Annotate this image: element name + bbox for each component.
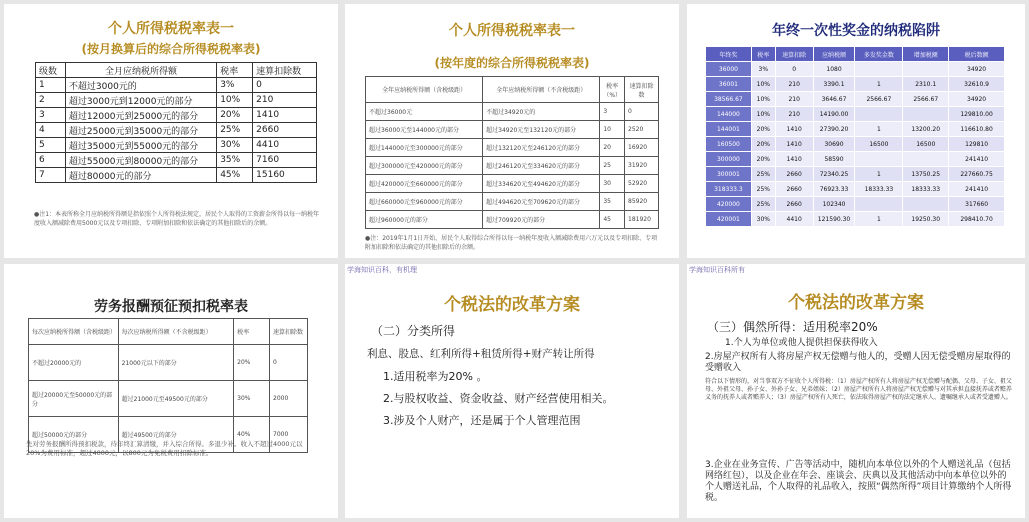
table-row [366,211,659,229]
header-cell: 速算扣除数 [270,319,308,345]
table-row [366,193,659,211]
table-cell: 7 [36,168,66,183]
table-cell: 121590.30 [813,212,855,227]
table-cell: 3 [36,108,66,123]
table-cell: 20% [234,345,270,381]
table-cell: 76923.33 [813,182,855,197]
table-cell: 超过960000元的部分 [366,211,483,229]
table-cell: 13750.25 [903,167,949,182]
table-cell: 不超过3000元的 [65,78,216,93]
table-cell: 30% [217,138,253,153]
table-cell: 19250.30 [903,212,949,227]
table-row [706,92,1005,107]
table-cell [903,62,949,77]
table-cell: 45 [600,211,625,229]
table-row [706,77,1005,92]
table-cell: 超过50000元的部分 [29,417,119,453]
slide-6-exemption-text: 符合以下情形的，对当事双方不征收个人所得税：（1）房屋产权所有人将房屋产权无偿赠与配偶、父母、子女、祖父母、外祖父母、孙子女、外孙子女、兄弟姐妹；（2）房屋产权所有人将房屋产权无偿赠与对其承担直接抚养或者赡养义务的抚养人或者赡养人；（3）房屋产权所有人死亡，依法取得房屋产权的法定继承人、遗嘱继承人或者受遗赠人。 [705,378,1012,401]
slide-1-subtitle: (按月换算后的综合所得税税率表) [81,42,261,56]
table-cell: 300001 [706,167,752,182]
table-row [36,123,317,138]
table-cell [903,107,949,122]
slide-5-intro: 利息、股息、红利所得+租赁所得+财产转让所得 [367,348,595,360]
table-cell: 31920 [625,157,659,175]
table-cell: 4410 [253,138,317,153]
table-cell: 0 [775,62,813,77]
table-cell: 7000 [270,417,308,453]
table-cell: 34920 [949,62,1005,77]
slide-3-bonus-trap[interactable] [687,4,1025,258]
table-row [366,175,659,193]
table-header-row [706,47,1005,62]
table-cell: 超过21000元至49500元的部分 [118,381,234,417]
table-cell: 18333.33 [855,182,903,197]
table-cell: 13200.20 [903,122,949,137]
table-cell: 超过20000元至50000元的部分 [29,381,119,417]
table-row [36,108,317,123]
header-cell: 税后数额 [949,47,1005,62]
table-cell: 16500 [855,137,903,152]
table-cell: 3646.67 [813,92,855,107]
table-cell: 不超过36000元 [366,103,483,121]
table-row [36,168,317,183]
slide-5-watermark: 学海知识百科，有机理 [347,266,417,274]
table-cell: 20% [217,108,253,123]
table-cell: 10% [751,107,775,122]
table-cell: 3390.1 [813,77,855,92]
slide-5-heading: （二）分类所得 [371,324,456,338]
table-cell: 2 [36,93,66,108]
table-cell: 32610.9 [949,77,1005,92]
table-cell: 超过80000元的部分 [65,168,216,183]
table-cell: 40% [234,417,270,453]
table-cell: 超过246120元至334620元的部分 [483,157,600,175]
table-cell: 34920 [949,92,1005,107]
table-cell: 16920 [625,139,659,157]
header-cell: 速算扣除数 [253,63,317,78]
header-cell: 税率（%） [600,77,625,103]
header-cell: 级数 [36,63,66,78]
table-cell: 1 [855,212,903,227]
table-cell: 4 [36,123,66,138]
table-cell: 25% [751,167,775,182]
header-cell: 全年应纳税所得额（含税级距） [366,77,483,103]
table-cell: 0 [625,103,659,121]
header-cell: 多发奖金数 [855,47,903,62]
table-row [706,107,1005,122]
table-cell: 45% [217,168,253,183]
table-row [366,103,659,121]
annual-tax-rate-table [365,76,659,229]
table-cell: 超过709920元的部分 [483,211,600,229]
table-cell: 2660 [775,197,813,212]
table-cell: 241410 [949,152,1005,167]
table-cell: 超过144000元至300000元的部分 [366,139,483,157]
table-cell: 144000 [706,107,752,122]
slide-6-title: 个税法的改革方案 [788,293,924,313]
table-cell: 1 [36,78,66,93]
table-cell: 102340 [813,197,855,212]
table-row [706,152,1005,167]
table-cell: 0 [253,78,317,93]
table-cell: 36000 [706,62,752,77]
slide-2-subtitle: (按年度的综合所得税税率表) [434,56,590,70]
table-cell: 不超过20000元的 [29,345,119,381]
table-cell: 227660.75 [949,167,1005,182]
table-cell: 超过25000元到35000元的部分 [65,123,216,138]
table-cell: 16500 [903,137,949,152]
table-row [29,381,308,417]
table-cell: 129810 [949,137,1005,152]
bonus-tax-table [705,46,1005,227]
table-row [36,78,317,93]
table-cell: 1080 [813,62,855,77]
slide-2-annual-tax-table[interactable] [345,4,679,258]
table-cell: 58590 [813,152,855,167]
table-cell: 30 [600,175,625,193]
table-cell: 1 [855,122,903,137]
table-cell: 超过494620元至709620元的部分 [483,193,600,211]
header-cell: 税率 [217,63,253,78]
table-cell: 35% [217,153,253,168]
table-cell: 6 [36,153,66,168]
table-cell: 129810.00 [949,107,1005,122]
table-cell: 30690 [813,137,855,152]
table-cell: 210 [775,107,813,122]
slide-4-labor-remuneration-table[interactable] [4,264,338,518]
table-cell: 36001 [706,77,752,92]
table-cell: 2000 [270,381,308,417]
table-row [29,345,308,381]
table-cell: 210 [253,93,317,108]
table-cell: 35 [600,193,625,211]
table-cell: 2660 [775,182,813,197]
table-cell: 85920 [625,193,659,211]
slide-3-title: 年终一次性奖金的纳税陷阱 [772,23,940,39]
table-cell [855,107,903,122]
table-cell [903,197,949,212]
slide-5-reform-classified-income[interactable] [345,264,679,518]
table-cell: 160500 [706,137,752,152]
table-cell: 超过132120元至246120元的部分 [483,139,600,157]
table-row [36,138,317,153]
table-cell: 30% [751,212,775,227]
slide-5-item-3: 3.涉及个人财产，还是属于个人管理范围 [383,414,581,427]
table-cell: 10% [751,92,775,107]
table-cell: 116610.80 [949,122,1005,137]
header-cell: 税率 [751,47,775,62]
table-cell: 0 [270,345,308,381]
table-cell: 210 [775,77,813,92]
slide-1-title: 个人所得税税率表一 [108,21,234,37]
table-cell [903,152,949,167]
table-cell: 1 [855,77,903,92]
header-cell: 增加税额 [903,47,949,62]
table-cell: 144001 [706,122,752,137]
table-cell: 超过300000元至420000元的部分 [366,157,483,175]
table-header-row [29,319,308,345]
table-cell: 2660 [253,123,317,138]
table-cell: 1410 [253,108,317,123]
table-cell: 1 [855,167,903,182]
slide-6-reform-incidental-income[interactable] [687,264,1025,518]
table-row [36,93,317,108]
table-row [706,122,1005,137]
slide-6-exemption-block [705,378,1013,402]
table-row [706,167,1005,182]
table-cell: 10% [217,93,253,108]
table-cell: 20% [751,137,775,152]
table-cell: 21000元以下的部分 [118,345,234,381]
slide-6-point-2: 2.房屋产权所有人将房屋产权无偿赠与他人的，受赠人因无偿受赠房屋取得的受赠收入 [705,352,1011,373]
table-cell: 超过35000元到55000元的部分 [65,138,216,153]
table-cell: 10% [751,77,775,92]
table-cell: 超过12000元到25000元的部分 [65,108,216,123]
table-cell: 181920 [625,211,659,229]
table-row [706,197,1005,212]
table-row [366,121,659,139]
header-cell: 每次应纳税所得额（含税级距） [29,319,119,345]
slide-1-note: ●注1：本表所称全月应纳税所得额是指依照个人所得税法规定，居民个人取得的工资薪金所得以每一纳税年度收入额减除费用5000元以及专项扣除、专项附加扣除和依法确定的其他扣除后的余额。 [34,211,320,227]
header-cell: 全月应纳税所得额 [65,63,216,78]
slide-6-heading: （三）偶然所得：适用税率20% [707,320,878,334]
table-row [706,137,1005,152]
table-header-row [366,77,659,103]
table-cell: 2660 [775,167,813,182]
table-cell: 3 [600,103,625,121]
slide-2-note: ●注：2019年1月1日开始，居民个人取得综合所得以每一纳税年度收入额减除费用六万元以及专项扣除、专项附加扣除和依法确定的其他扣除后的余额。 [365,235,658,251]
table-header-row [36,63,317,78]
slide-2-title: 个人所得税税率表一 [449,23,575,39]
table-cell: 5 [36,138,66,153]
table-cell: 超过660000元至960000元的部分 [366,193,483,211]
table-row [706,62,1005,77]
slide-6-point-3: 3.企业在业务宣传、广告等活动中，随机向本单位以外的个人赠送礼品（包括网络红包），以及企业在年会、座谈会、庆典以及其他活动中向本单位以外的个人赠送礼品，个人取得的礼品收入，按照“偶然所得”项目计算缴纳个人所得税。 [705,460,1012,503]
table-cell: 38566.67 [706,92,752,107]
table-cell: 72340.25 [813,167,855,182]
table-cell: 20 [600,139,625,157]
table-cell: 10 [600,121,625,139]
table-cell: 超过34920元至132120元的部分 [483,121,600,139]
table-cell: 420001 [706,212,752,227]
header-cell: 年终奖 [706,47,752,62]
header-cell: 全年应纳税所得额（不含税级距） [483,77,600,103]
table-cell: 超过55000元到80000元的部分 [65,153,216,168]
table-cell: 不超过34920元的 [483,103,600,121]
table-cell: 7160 [253,153,317,168]
table-cell: 25% [751,182,775,197]
table-cell: 4410 [775,212,813,227]
slide-5-item-2: 2.与股权收益、资金收益、财产经营使用相关。 [383,392,614,405]
slide-6-point-1: 1.个人为单位或他人提供担保获得收入 [725,338,878,348]
table-cell: 241410 [949,182,1005,197]
header-cell: 应纳税额 [813,47,855,62]
table-cell: 420000 [706,197,752,212]
table-cell: 超过49500元的部分 [118,417,234,453]
table-row [706,212,1005,227]
table-cell: 超过36000元至144000元的部分 [366,121,483,139]
monthly-tax-rate-table [35,62,317,183]
table-cell: 298410.70 [949,212,1005,227]
header-cell: 每次应纳税所得额（不含税级距） [118,319,234,345]
slide-4-note: 先对劳务报酬所得预扣税款，待年终汇算清缴，并入综合所得。多退少补。收入不超过4000元以20%为费用标准，超过4000元，以800元为免税费用扣除标准。 [26,440,303,457]
table-cell: 318333.3 [706,182,752,197]
table-cell: 1410 [775,152,813,167]
table-cell: 300000 [706,152,752,167]
table-cell: 27390.20 [813,122,855,137]
slide-4-title: 劳务报酬预征预扣税率表 [94,299,248,315]
table-cell: 25% [751,197,775,212]
slide-5-title: 个税法的改革方案 [444,295,580,315]
table-cell [855,197,903,212]
table-cell: 210 [775,92,813,107]
table-cell: 15160 [253,168,317,183]
header-cell: 税率 [234,319,270,345]
table-cell: 2566.67 [855,92,903,107]
header-cell: 速算扣除 [775,47,813,62]
table-cell: 2310.1 [903,77,949,92]
table-row [366,157,659,175]
table-cell [855,62,903,77]
table-cell: 超过420000元至660000元的部分 [366,175,483,193]
table-cell: 2566.67 [903,92,949,107]
table-cell: 20% [751,122,775,137]
table-cell: 20% [751,152,775,167]
table-cell: 3% [751,62,775,77]
table-cell: 14190.00 [813,107,855,122]
table-cell: 30% [234,381,270,417]
slide-5-item-1: 1.适用税率为20% 。 [383,370,488,383]
table-cell: 2520 [625,121,659,139]
table-cell [855,152,903,167]
table-cell: 25 [600,157,625,175]
table-row [36,153,317,168]
table-cell: 3% [217,78,253,93]
table-cell: 超过334620元至494620元的部分 [483,175,600,193]
header-cell: 速算扣除数 [625,77,659,103]
table-cell: 1410 [775,122,813,137]
table-row [706,182,1005,197]
table-cell: 超过3000元到12000元的部分 [65,93,216,108]
table-cell: 18333.33 [903,182,949,197]
slide-6-watermark: 学海知识百科所有 [689,266,745,274]
table-cell: 1410 [775,137,813,152]
table-cell: 317660 [949,197,1005,212]
labor-remuneration-table [28,318,308,453]
slide-1-monthly-tax-table[interactable] [4,4,338,258]
table-cell: 25% [217,123,253,138]
table-row [366,139,659,157]
table-cell: 52920 [625,175,659,193]
